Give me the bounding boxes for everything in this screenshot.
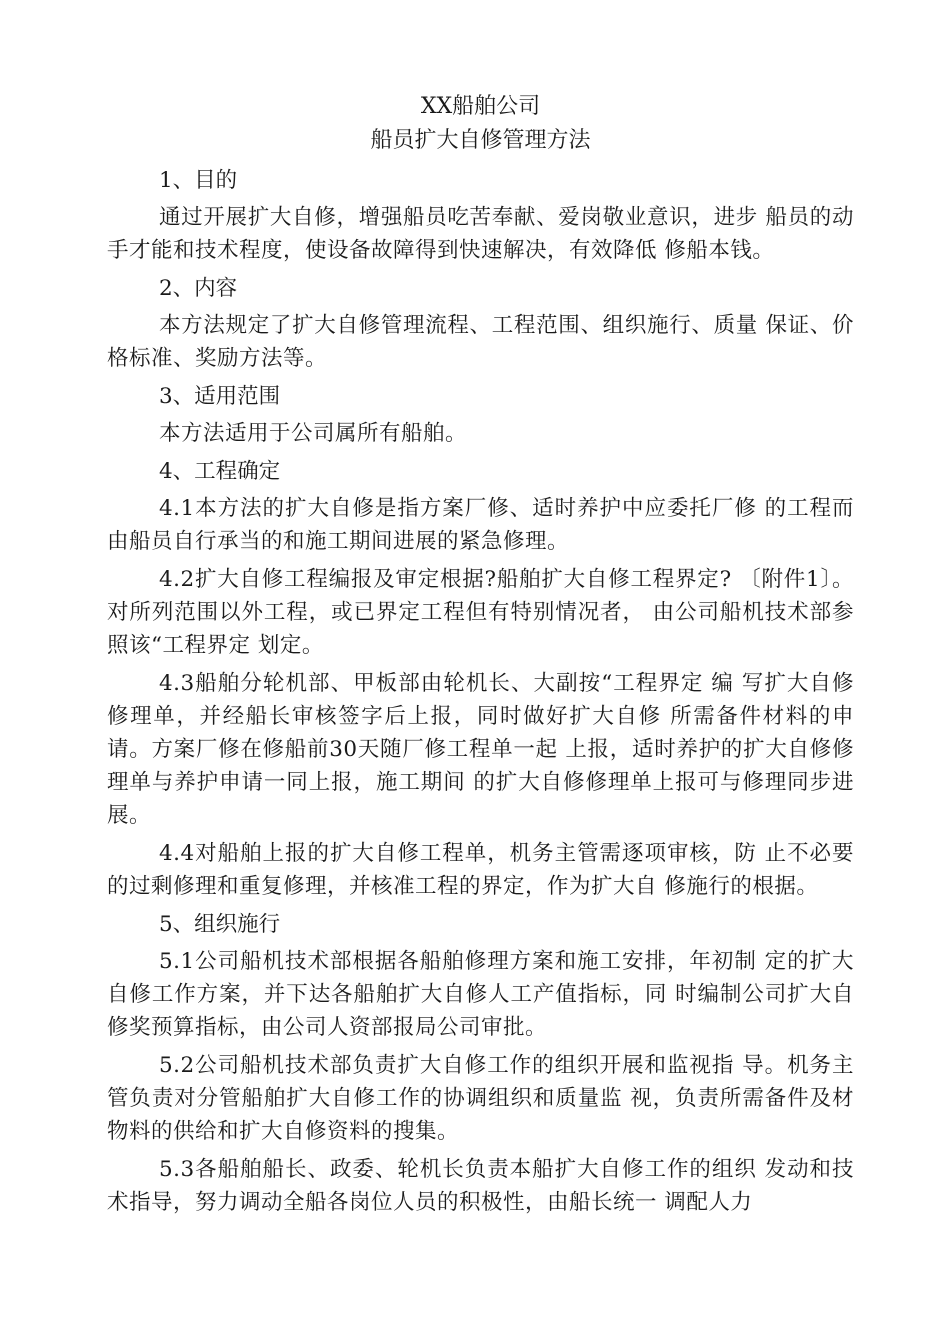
body-paragraph: 本方法规定了扩大自修管理流程、工程范围、组织施行、质量 保证、价格标准、奖励方法等。 [107, 313, 854, 371]
company-name: XX船舶公司 [420, 94, 541, 119]
section-heading: 1、目的 [159, 168, 238, 193]
section-heading: 2、内容 [159, 276, 238, 301]
section-heading: 5、组织施行 [159, 912, 281, 937]
body-paragraph: 4.4对船舶上报的扩大自修工程单，机务主管需逐项审核，防 止不必要的过剩修理和重复修理，并核准工程的界定，作为扩大自 修施行的根据。 [107, 841, 854, 899]
body-paragraph: 5.2公司船机技术部负责扩大自修工作的组织开展和监视指 导。机务主管负责对分管船舶扩大自修工作的协调组织和质量监 视，负责所需备件及材物料的供给和扩大自修资料的搜集。 [107, 1053, 854, 1144]
section-heading: 3、适用范围 [159, 384, 281, 409]
body-paragraph: 4.1本方法的扩大自修是指方案厂修、适时养护中应委托厂修 的工程而由船员自行承当的和施工期间进展的紧急修理。 [107, 496, 854, 554]
section-heading: 4、工程确定 [159, 459, 281, 484]
body-paragraph: 4.2扩大自修工程编报及审定根据?船舶扩大自修工程界定? 〔附件1〕。对所列范围以外工程，或已界定工程但有特别情况者， 由公司船机技术部参照该“工程界定 划定。 [107, 567, 854, 658]
body-paragraph: 5.3各船舶船长、政委、轮机长负责本船扩大自修工作的组织 发动和技术指导，努力调动全船各岗位人员的积极性，由船长统一 调配人力 [107, 1157, 854, 1215]
document-title: 船员扩大自修管理方法 [370, 128, 591, 153]
body-paragraph: 4.3船舶分轮机部、甲板部由轮机长、大副按“工程界定 编 写扩大自修修理单，并经船长审核签字后上报，同时做好扩大自修 所需备件材料的申请。方案厂修在修船前30天随厂修工程单一起 上报，适时养护的扩大自修修理单与养护申请一同上报，施工期间 的扩大自修修理单上报可与修理同步进展。 [107, 671, 854, 828]
body-paragraph: 通过开展扩大自修，增强船员吃苦奉献、爱岗敬业意识，进步 船员的动手才能和技术程度，使设备故障得到快速解决，有效降低 修船本钱。 [107, 205, 854, 263]
body-paragraph: 5.1公司船机技术部根据各船舶修理方案和施工安排，年初制 定的扩大自修工作方案，并下达各船舶扩大自修人工产值指标，同 时编制公司扩大自修奖预算指标，由公司人资部报局公司审批。 [107, 949, 854, 1040]
body-paragraph: 本方法适用于公司属所有船舶。 [159, 421, 468, 446]
